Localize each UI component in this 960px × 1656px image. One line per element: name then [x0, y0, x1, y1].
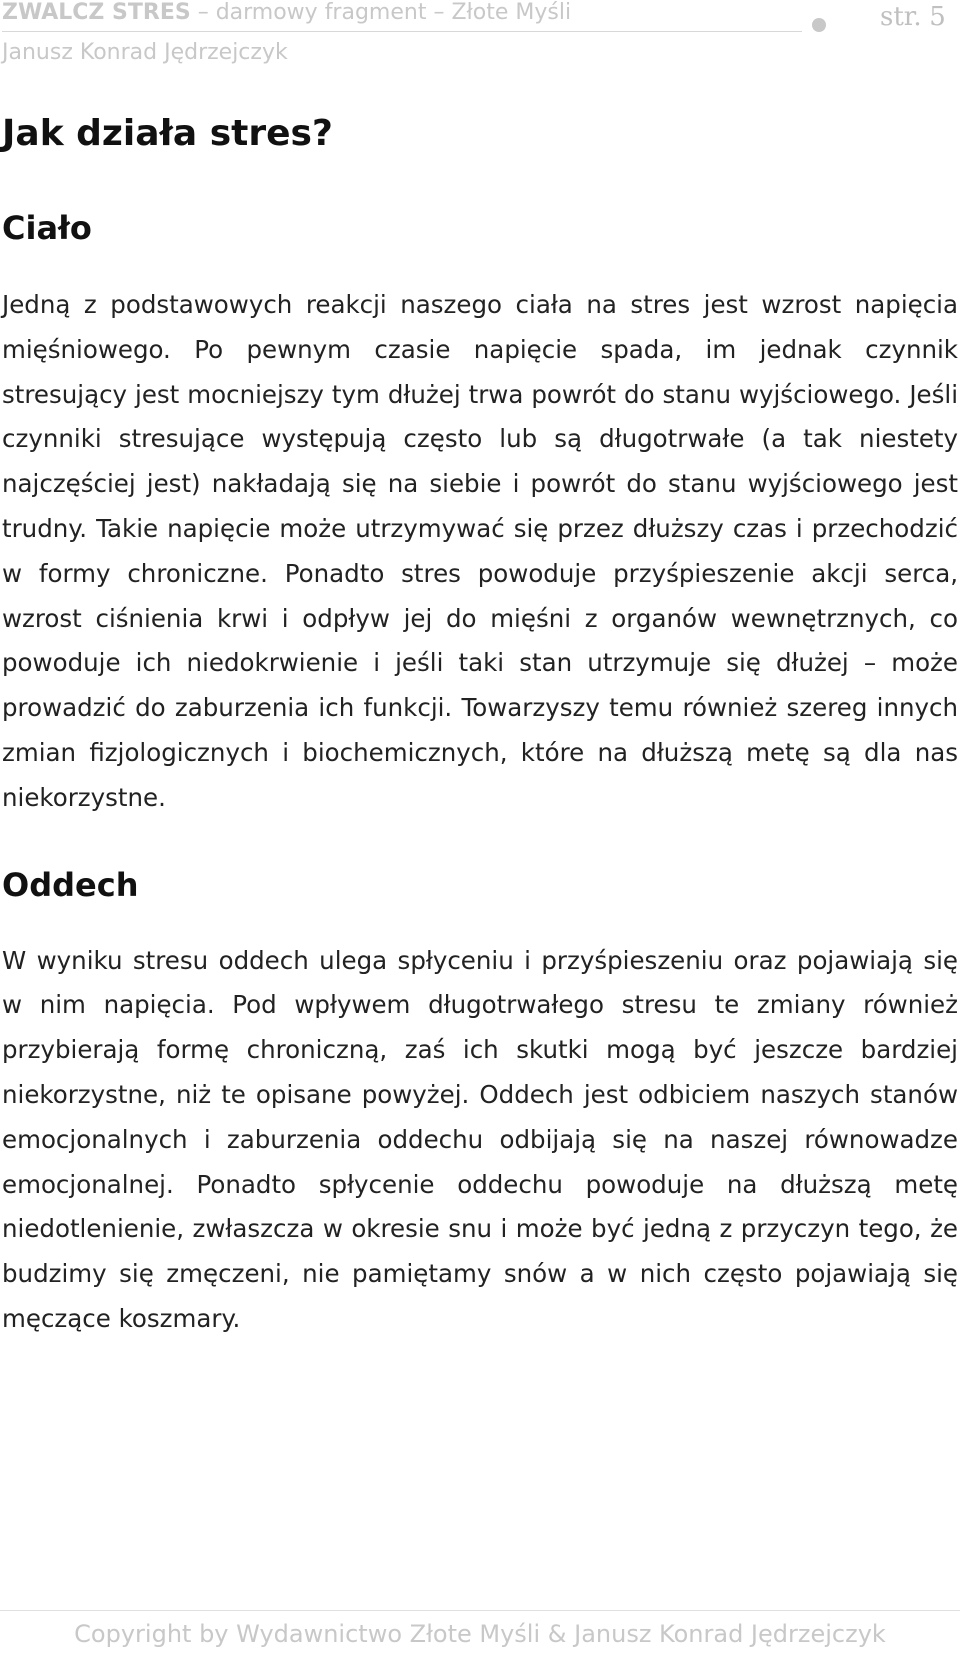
page-label: str.	[880, 2, 922, 32]
page-header	[0, 0, 960, 70]
chapter-heading: Jak działa stres?	[2, 113, 333, 154]
header-divider	[2, 31, 802, 32]
header-bullet-icon	[812, 18, 826, 32]
section-title-breath: Oddech	[2, 865, 139, 904]
footer-divider	[0, 1610, 960, 1611]
main-content	[2, 112, 958, 1342]
page-number-value: 5	[929, 2, 946, 32]
header-book-title	[2, 0, 571, 25]
section-text-breath: W wyniku stresu oddech ulega spłyceniu i przyśpieszeniu oraz pojawiają się w nim napięcia. Pod wpływem długotrwałego stresu te zmiany również przybierają formę chroniczną, zaś ich skutki mogą być jeszcze bardziej niekorzystne, niż te opisane powyżej. Oddech jest odbiciem naszych stanów emocjonalnych i zaburzenia oddechu odbijają się na naszej równowadze emocjonalnej. Ponadto spłycenie oddechu powoduje na dłuższą metę niedotlenienie, zwłaszcza w okresie snu i może być jedną z przyczyn tego, że budzimy się zmęczeni, nie pamiętamy snów a w nich często pojawiają się męczące koszmary.	[2, 945, 958, 1333]
footer-copyright: Copyright by Wydawnictwo Złote Myśli & Janusz Konrad Jędrzejczyk	[74, 1620, 886, 1648]
section-title-body: Ciało	[2, 209, 92, 247]
header-author: Janusz Konrad Jędrzejczyk	[2, 40, 288, 65]
header-subtitle: – darmowy fragment – Złote Myśli	[190, 0, 572, 25]
section-text-body: Jedną z podstawowych reakcji naszego ciała na stres jest wzrost napięcia mięśniowego. Po pewnym czasie napięcie spada, im jednak czynnik stresujący jest mocniejszy tym dłużej trwa powrót do stanu wyjściowego. Jeśli czynniki stresujące występują często lub są długotrwałe (a tak niestety najczęściej jest) nakładają się na siebie i powrót do stanu wyjściowego jest trudny. Takie napięcie może utrzymywać się przez dłuższy czas i przechodzić w formy chroniczne. Ponadto stres powoduje przyśpieszenie akcji serca, wzrost ciśnienia krwi i odpływ jej do mięśni z organów wewnętrznych, co powoduje ich niedokrwienie i jeśli taki stan utrzymuje się dłużej – może prowadzić do zaburzenia ich funkcji. Towarzyszy temu również szereg innych zmian fizjologicznych i biochemicznych, które na dłuższą metę są dla nas niekorzystne.	[2, 290, 958, 812]
header-title: ZWALCZ STRES	[2, 0, 191, 25]
page-number	[880, 2, 946, 32]
